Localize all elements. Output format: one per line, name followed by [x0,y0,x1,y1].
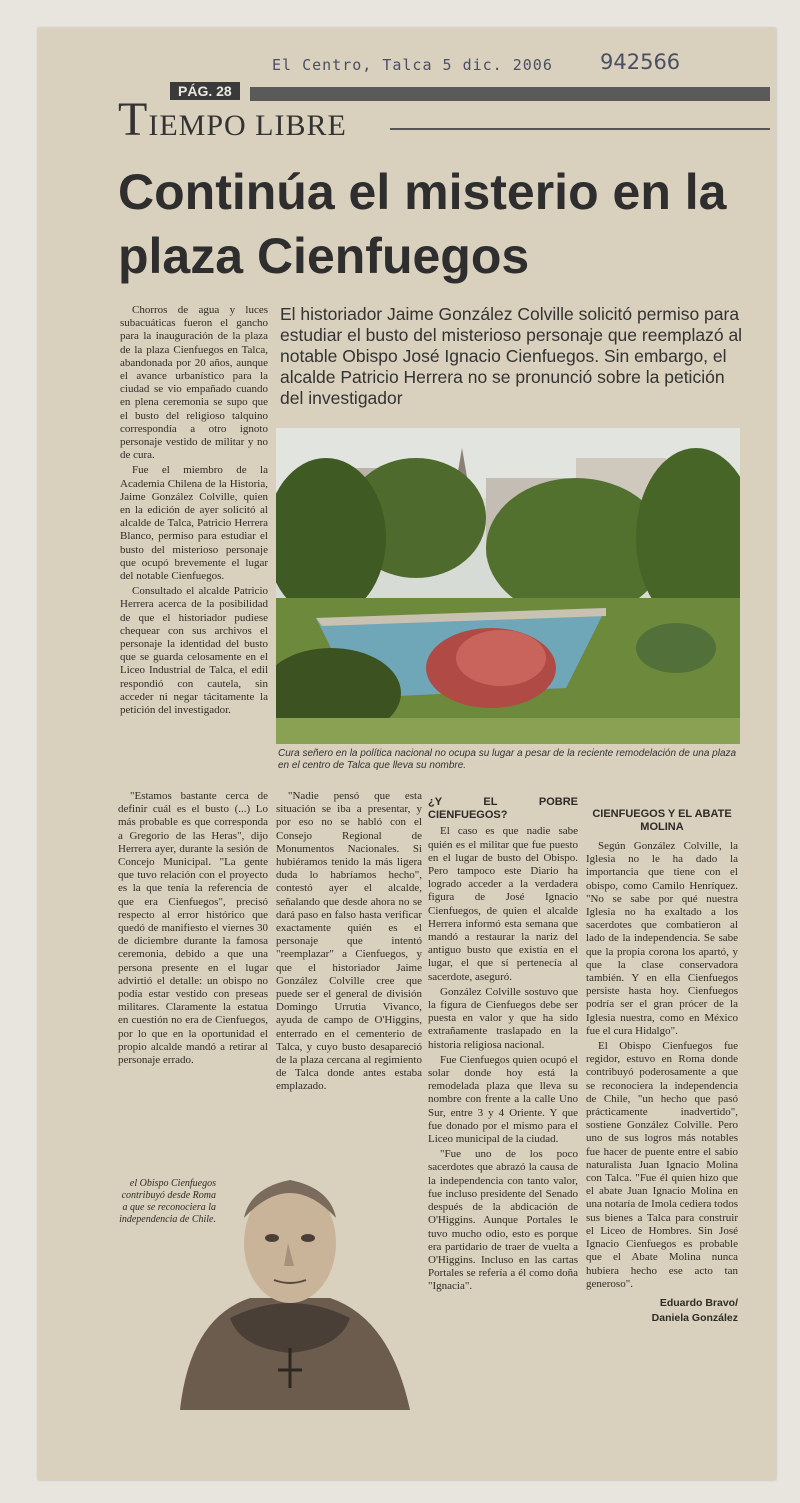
handwritten-source-note: El Centro, Talca 5 dic. 2006 [272,56,553,74]
article-deck: El historiador Jaime González Colville solicitó permiso para estudiar el busto del misterioso personaje que reemplazó al notable Obispo José Ignacio Cienfuegos. Sin embargo, el alcalde Patricio Herrera no se pronunció sobre la petición del investigador [280,304,743,408]
paragraph: Según González Colville, la Iglesia no le ha dado la importancia que tiene con el obispo, como Camilo Henríquez. "No se sabe por qué nuestra Iglesia no ha exaltado a los sacerdotes que combatieron al lado de la independencia. Se sabe que la propia corona los apartó, y que la clase conservadora también. Y en ella Cienfuegos persiste hasta hoy. Cienfuegos podría ser el gran prócer de la Iglesia nuestra, como en México fue el cura Hidalgo". [586,840,738,1037]
article-headline: Continúa el misterio en la plaza Cienfuegos [118,164,727,284]
article-column-3 [428,790,578,1296]
paragraph: El caso es que nadie sabe quién es el militar que fue puesto en el lugar de busto del Obispo. Pero tampoco este Diario ha logrado acceder a la verdadera figura de José Ignacio Cienfuegos, de quien el alcalde Herrera informó esta semana que mandó a restaurar la nariz del antiguo busto que existía en el lugar, el que sí pertenecía al sacerdote, aseguró. [428,825,578,983]
article-column-1 [120,304,268,719]
plaza-photo [276,428,740,744]
byline-2: Daniela González [651,1312,738,1325]
paragraph: Consultado el alcalde Patricio Herrera acerca de la posibilidad de que el historiador pudiese chequear con sus archivos el personaje la identidad del busto que se guarda celosamente en el Liceo Industrial de Talca, el edil respondió con cautela, sin acceder ni negar tácitamente la petición del investigador. [120,585,268,717]
subheading: CIENFUEGOS Y EL ABATE MOLINA [592,808,732,833]
byline-1: Eduardo Bravo/ [659,1296,738,1309]
paragraph: González Colville sostuvo que la figura de Cienfuegos debe ser puesta en valor y que ha sido extrañamente traslapado en la historia religiosa nacional. [428,985,578,1051]
article-column-1-continued [118,790,268,1069]
paragraph: "Fue uno de los poco sacerdotes que abrazó la causa de la independencia con tanto valor, fue incluso presidente del Senado después de la abdicación de O'Higgins. Aunque Portales le tuvo mucho odio, esto es porque era partidario de traer de vuelta a O'Higgins. Incluso en las cartas Portales se refería a él como doña "Ignacia". [428,1148,578,1293]
article-column-4 [586,790,738,1327]
paragraph: "Nadie pensó que esta situación se iba a presentar, y por eso no se habló con el Consejo Regional de Monumentos Nacionales. Si hubiéramos tenido la más ligera duda lo habríamos hecho", contestó ayer el alcalde, señalando que desde ahora no se dará paso en falso hasta verificar exactamente quién es el personaje que intentó "reemplazar" a Cienfuegos, y que el historiador Jaime González Colville cree que puede ser el general de división Domingo Urrutia Vivanco, ayuda de campo de O'Higgins, enterrado en el cementerio de Talca, y cuyo busto desapareció de la plaza cercana al regimiento de Talca donde antes estaba emplazado. [276,790,422,1093]
photo-caption: Cura señero en la política nacional no ocupa su lugar a pesar de la reciente remodelación de una plaza en el centro de Talca que lleva su nombre. [278,748,737,771]
paragraph: El Obispo Cienfuegos fue regidor, estuvo en Roma donde contribuyó poderosamente a que se reconociera la independencia de Chile, "un hecho que pasó prácticamente inadvertido", sostiene González Colville. Pero uno de sus logros más notables fue hacer de puente entre el sabio naturalista Juan Ignacio Molina con Talca. "Fue él quien hizo que el abate Juan Ignacio Molina en una notaría de Imola cediera todos sus bienes a Talca para construir el Liceo de Hombres. Sin José Ignacio Cienfuegos es probable que el Abate Molina nunca hubiera hecho ese acto tan generoso". [586,1040,738,1290]
section-title [118,92,347,147]
paragraph: "Estamos bastante cerca de definir cuál es el busto (...) Lo más probable es que corresponda a Gregorio de las Heras", dijo Herrera ayer, durante la sesión de Concejo Municipal. "La gente que tuvo relación con el proyecto es la que tenía la referencia de que era Cienfuegos", precisó respecto al error histórico que quedó de manifiesto el viernes 30 de diciembre durante la famosa ceremonia, debido a que una persona presente en el lugar advirtió el detalle: un obispo no podía estar vestido con preseas militares. Claramente la estatua en cuestión no era de Cienfuegos, por lo que en la oportunidad el propio alcalde mandó a retirar al personaje errado. [118,790,268,1067]
paragraph: Fue Cienfuegos quien ocupó el solar donde hoy está la remodelada plaza que lleva su nombre con frente a la calle Uno Sur, entre 3 y 4 Oriente. Y que fue donado por el mismo para el Liceo municipal de la ciudad. [428,1053,578,1146]
section-underline [390,128,770,130]
section-title-initial: T [118,93,149,146]
article-column-2 [276,790,422,1096]
portrait-caption: el Obispo Cienfuegos contribuyó desde Roma a que se reconociera la independencia de Chile. [119,1178,216,1225]
paragraph: Fue el miembro de la Academia Chilena de la Historia, Jaime González Colville, quien en la edición de ayer solicitó al alcalde de Talca, Patricio Herrera Blanco, permiso para estudiar el busto del misterioso personaje que ocupó brevemente el lugar del notable Cienfuegos. [120,464,268,583]
subheading: ¿Y EL POBRE CIENFUEGOS? [428,796,578,822]
section-title-rest: IEMPO LIBRE [148,109,347,142]
handwritten-archive-number: 942566 [600,50,681,74]
paragraph: Chorros de agua y luces subacuáticas fueron el gancho para la inauguración de la plaza de la plaza Cienfuegos en Talca, abandonada por 20 años, aunque el avance urbanístico para la ciudad se vio empañado cuando en plena ceremonia se supo que el busto del religioso talquino correspondía a otro ignoto personaje vestido de militar y no de cura. [120,304,268,462]
page-number-label: PÁG. 28 [170,82,240,100]
